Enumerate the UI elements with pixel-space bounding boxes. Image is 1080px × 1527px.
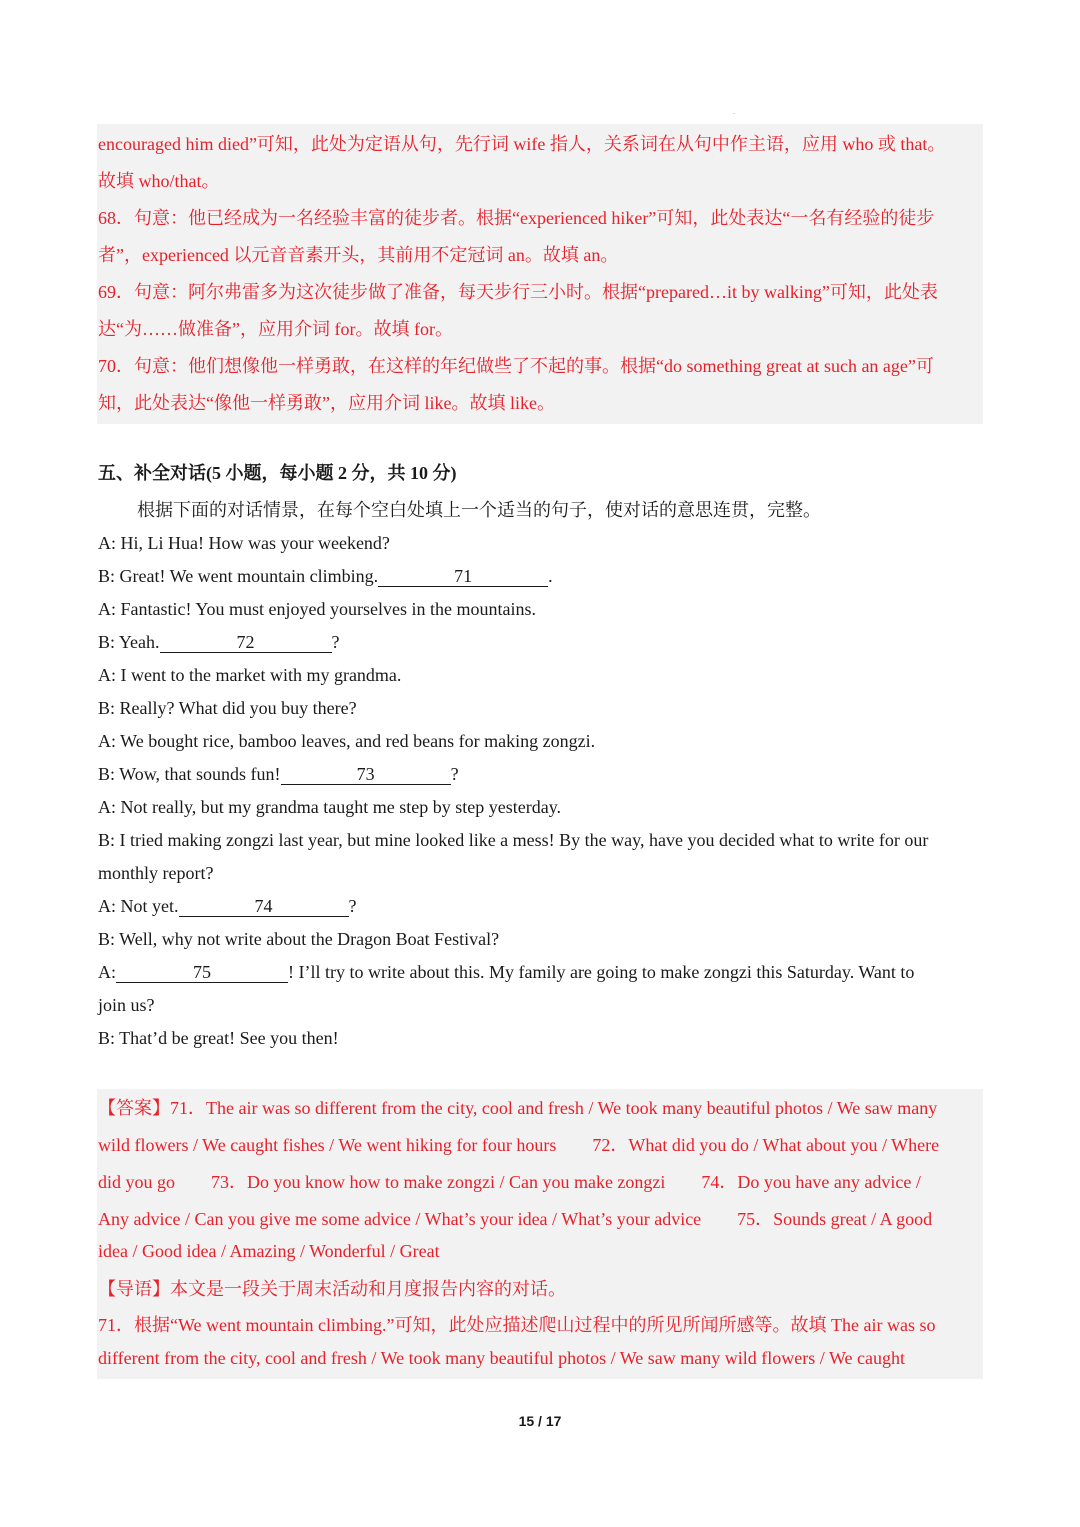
dialogue-text: B: Great! We went mountain climbing. [98, 566, 379, 586]
dialogue-line: A: I went to the market with my grandma. [98, 665, 402, 685]
dialogue-text: A: Not yet. [98, 896, 179, 916]
answer-line: wild flowers / We caught fishes / We went hiking for four hours 72．What did you do / What about you / Where [98, 1135, 940, 1155]
explanation-line: 故填 who/that。 [98, 171, 220, 191]
dialogue-line: A: Hi, Li Hua! How was your weekend? [98, 533, 390, 553]
dialogue-line: B: I tried making zongzi last year, but mine looked like a mess! By the way, have you decided what to write for our [98, 830, 929, 850]
explanation-line: 者”，experienced 以元音音素开头，其前用不定冠词 an。故填 an。 [98, 245, 619, 265]
answer-blank-71[interactable]: 71 [378, 568, 548, 587]
dialogue-line: A: Fantastic! You must enjoyed yourselves in the mountains. [98, 599, 536, 619]
section-instruction: 根据下面的对话情景，在每个空白处填上一个适当的句子，使对话的意思连贯，完整。 [137, 500, 821, 520]
answer-line: 71．根据“We went mountain climbing.”可知，此处应描述爬山过程中的所见所闻所感等。故填 The air was so [98, 1315, 936, 1335]
answer-block [97, 1089, 983, 1379]
answer-line: different from the city, cool and fresh / We took many beautiful photos / We saw many wild flowers / We caught [98, 1348, 905, 1368]
dialogue-text: ! I’ll try to write about this. My family are going to make zongzi this Saturday. Want to [288, 962, 915, 982]
explanation-line: encouraged him died”可知，此处为定语从句，先行词 wife 指人，关系词在从句中作主语，应用 who 或 that。 [98, 134, 946, 154]
dialogue-line: A: Not really, but my grandma taught me step by step yesterday. [98, 797, 562, 817]
answer-line: Any advice / Can you give me some advice / What’s your idea / What’s your advice 75．Sounds great / A good [98, 1209, 933, 1229]
dialogue-line [98, 566, 553, 587]
top-explanation-block [97, 124, 983, 424]
dialogue-text: ? [450, 764, 459, 784]
dialogue-line: monthly report? [98, 863, 214, 883]
dialogue-text: A: [98, 962, 116, 982]
explanation-line: 达“为……做准备”，应用介词 for。故填 for。 [98, 319, 453, 339]
page-number: 15 / 17 [518, 1413, 562, 1429]
dialogue-text: ? [331, 632, 340, 652]
dialogue-text: ? [348, 896, 357, 916]
dialogue-line [98, 896, 357, 917]
page-mark: . [733, 107, 735, 116]
dialogue-line: B: Well, why not write about the Dragon Boat Festival? [98, 929, 500, 949]
dialogue-line [98, 764, 459, 785]
explanation-line: 70．句意：他们想像他一样勇敢，在这样的年纪做些了不起的事。根据“do something great at such an age”可 [98, 356, 934, 376]
explanation-line: 69．句意：阿尔弗雷多为这次徒步做了准备，每天步行三小时。根据“prepared…it by walking”可知，此处表 [98, 282, 938, 302]
dialogue-text: . [548, 566, 553, 586]
dialogue-line: join us? [98, 995, 155, 1015]
answer-blank-75[interactable]: 75 [116, 964, 288, 983]
dialogue-line [98, 962, 914, 983]
answer-blank-74[interactable]: 74 [179, 898, 349, 917]
dialogue-line [98, 632, 340, 653]
dialogue-line: A: We bought rice, bamboo leaves, and red beans for making zongzi. [98, 731, 596, 751]
answer-line: idea / Good idea / Amazing / Wonderful / Great [98, 1241, 440, 1261]
dialogue-text: B: Wow, that sounds fun! [98, 764, 281, 784]
dialogue-line: B: That’d be great! See you then! [98, 1028, 339, 1048]
answer-line: 【答案】71．The air was so different from the city, cool and fresh / We took many beautiful photos / We saw many [98, 1098, 938, 1118]
section-title: 五、补全对话(5 小题，每小题 2 分，共 10 分) [98, 463, 457, 483]
dialogue-line: B: Really? What did you buy there? [98, 698, 357, 718]
dialogue-text: B: Yeah. [98, 632, 160, 652]
explanation-line: 知，此处表达“像他一样勇敢”，应用介词 like。故填 like。 [98, 393, 555, 413]
answer-blank-73[interactable]: 73 [281, 766, 451, 785]
answer-line: 【导语】本文是一段关于周末活动和月度报告内容的对话。 [98, 1279, 566, 1299]
answer-line: did you go 73．Do you know how to make zongzi / Can you make zongzi 74．Do you have any advice / [98, 1172, 921, 1192]
answer-blank-72[interactable]: 72 [160, 634, 332, 653]
explanation-line: 68．句意：他已经成为一名经验丰富的徒步者。根据“experienced hiker”可知，此处表达“一名有经验的徒步 [98, 208, 935, 228]
